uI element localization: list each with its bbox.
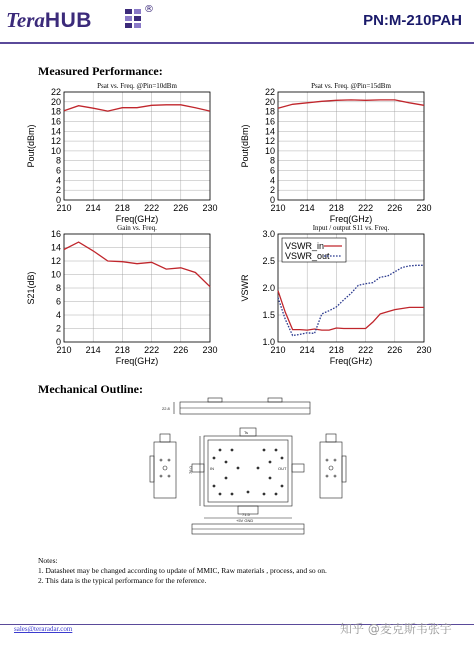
y-tick-label: 22 — [264, 87, 275, 97]
x-tick-label: 222 — [358, 203, 374, 213]
y-tick-label: 2.0 — [262, 283, 275, 293]
x-tick-label: 210 — [56, 345, 72, 355]
port-top-label: Ts — [244, 430, 248, 435]
y-axis-label: VSWR — [240, 274, 250, 302]
y-tick-label: 1.0 — [262, 337, 275, 347]
dim-width-label: 71.5 — [242, 512, 250, 517]
notes-block — [38, 556, 327, 586]
x-tick-label: 214 — [85, 203, 101, 213]
y-tick-label: 2 — [55, 323, 61, 334]
y-tick-label: 20 — [50, 96, 61, 107]
top-view-body — [204, 436, 292, 506]
legend-label: VSWR_in — [285, 241, 325, 251]
y-tick-label: 10 — [50, 269, 61, 280]
chart-gain-svg — [22, 218, 222, 366]
x-tick-label: 222 — [358, 345, 374, 355]
y-tick-label: 12 — [50, 256, 61, 266]
y-tick-label: 3.0 — [262, 229, 275, 239]
x-tick-label: 226 — [173, 203, 189, 213]
chart-title: Input / output S11 vs. Freq. — [312, 224, 390, 232]
x-tick-label: 226 — [387, 345, 403, 355]
x-tick-label: 226 — [173, 345, 189, 355]
y-tick-label: 10 — [264, 145, 275, 156]
chart-title: Psat vs. Freq. @Pin=10dBm — [97, 82, 177, 90]
chart-vswr-svg — [236, 218, 436, 366]
x-tick-label: 218 — [328, 345, 344, 355]
y-tick-label: 16 — [264, 116, 275, 127]
y-tick-label: 6 — [55, 165, 61, 176]
plot-frame — [278, 92, 424, 200]
measured-performance-title: Measured Performance: — [38, 64, 163, 78]
series-line-vswr-out — [278, 265, 424, 335]
x-tick-label: 230 — [202, 345, 218, 355]
sales-email-link[interactable]: sales@teraradar.com — [14, 625, 73, 633]
chart-psat-15dbm-svg — [236, 76, 436, 224]
y-tick-label: 6 — [269, 165, 275, 176]
chart-title: Psat vs. Freq. @Pin=15dBm — [311, 82, 391, 90]
x-tick-label: 218 — [114, 203, 130, 213]
y-axis-label: S21(dB) — [26, 271, 36, 305]
x-tick-label: 226 — [387, 203, 403, 213]
series-line-vswr-in — [278, 291, 424, 330]
x-axis-label: Freq(GHz) — [115, 356, 159, 366]
y-tick-label: 18 — [50, 106, 61, 117]
y-tick-label: 18 — [264, 106, 275, 117]
brand-logo — [6, 8, 92, 33]
y-tick-label: 12 — [50, 136, 61, 147]
x-tick-label: 222 — [144, 345, 160, 355]
x-tick-label: 214 — [299, 203, 315, 213]
y-tick-label: 0 — [269, 195, 275, 205]
y-tick-label: 4 — [55, 175, 61, 186]
registered-mark: ® — [144, 4, 154, 15]
y-tick-label: 12 — [264, 136, 275, 147]
y-tick-label: 2 — [269, 185, 275, 196]
notes-title: Notes: — [38, 556, 58, 565]
mechanical-outline-title: Mechanical Outline: — [38, 382, 143, 396]
chart-gain — [22, 218, 222, 368]
x-tick-label: 230 — [416, 203, 432, 213]
x-tick-label: 210 — [270, 203, 286, 213]
y-tick-label: 14 — [264, 126, 275, 137]
dim-side-label: 76.0 — [188, 466, 193, 474]
y-tick-label: 4 — [269, 175, 275, 186]
port-in-label: IN — [210, 466, 214, 471]
y-tick-label: 10 — [50, 145, 61, 156]
notes-line-2: 2. This data is the typical performance for the reference. — [38, 576, 207, 585]
y-tick-label: 14 — [50, 242, 61, 253]
y-tick-label: 16 — [50, 229, 61, 239]
y-tick-label: 4 — [55, 310, 61, 320]
x-tick-label: 214 — [85, 345, 101, 355]
y-tick-label: 1.5 — [262, 310, 275, 320]
mechanical-outline-drawing — [148, 396, 348, 546]
x-tick-label: 210 — [56, 203, 72, 213]
y-axis-label: Pout(dBm) — [26, 124, 36, 168]
y-axis-label: Pout(dBm) — [240, 124, 250, 168]
chart-psat-10dbm — [22, 76, 222, 226]
y-tick-label: 2.5 — [262, 256, 275, 266]
series-line-0 — [64, 242, 210, 287]
y-tick-label: 0 — [55, 195, 61, 205]
series-line-0 — [278, 100, 424, 108]
y-tick-label: 22 — [50, 87, 61, 97]
y-tick-label: 0 — [55, 337, 61, 347]
y-tick-label: 8 — [55, 283, 61, 293]
x-tick-label: 222 — [144, 203, 160, 213]
chart-psat-10dbm-svg — [22, 76, 222, 224]
y-tick-label: 20 — [264, 96, 275, 107]
series-line-0 — [64, 105, 210, 111]
logo-suffix: HUB — [44, 9, 92, 32]
port-bottom-label: +5V GND — [236, 518, 254, 523]
y-tick-label: 6 — [55, 296, 61, 307]
x-tick-label: 230 — [202, 203, 218, 213]
chart-title: Gain vs. Freq. — [117, 224, 157, 232]
header-divider — [0, 42, 474, 44]
y-tick-label: 16 — [50, 116, 61, 127]
notes-line-1: 1. Datasheet may be changed according to update of MMIC, Raw materials , process, and so on. — [38, 566, 327, 575]
x-tick-label: 218 — [114, 345, 130, 355]
chart-psat-15dbm — [236, 76, 436, 226]
y-tick-label: 8 — [55, 155, 61, 166]
x-tick-label: 218 — [328, 203, 344, 213]
x-axis-label: Freq(GHz) — [329, 356, 373, 366]
dim-height-label: 22.8 — [162, 406, 170, 411]
y-tick-label: 14 — [50, 126, 61, 137]
y-tick-label: 8 — [269, 155, 275, 166]
logo-mark-icon — [124, 8, 142, 30]
chart-vswr — [236, 218, 436, 368]
x-tick-label: 214 — [299, 345, 315, 355]
x-tick-label: 230 — [416, 345, 432, 355]
y-tick-label: 2 — [55, 185, 61, 196]
x-tick-label: 210 — [270, 345, 286, 355]
port-out-label: OUT — [278, 466, 287, 471]
x-axis-label: Freq(GHz) — [115, 214, 159, 224]
page-header — [0, 0, 474, 46]
part-number: PN:M-210PAH — [363, 12, 462, 29]
logo-prefix: Tera — [6, 8, 45, 32]
watermark: 知乎 @麦克斯韦张宇 — [340, 622, 452, 636]
x-axis-label: Freq(GHz) — [329, 214, 373, 224]
legend-label: VSWR_out — [285, 251, 330, 261]
